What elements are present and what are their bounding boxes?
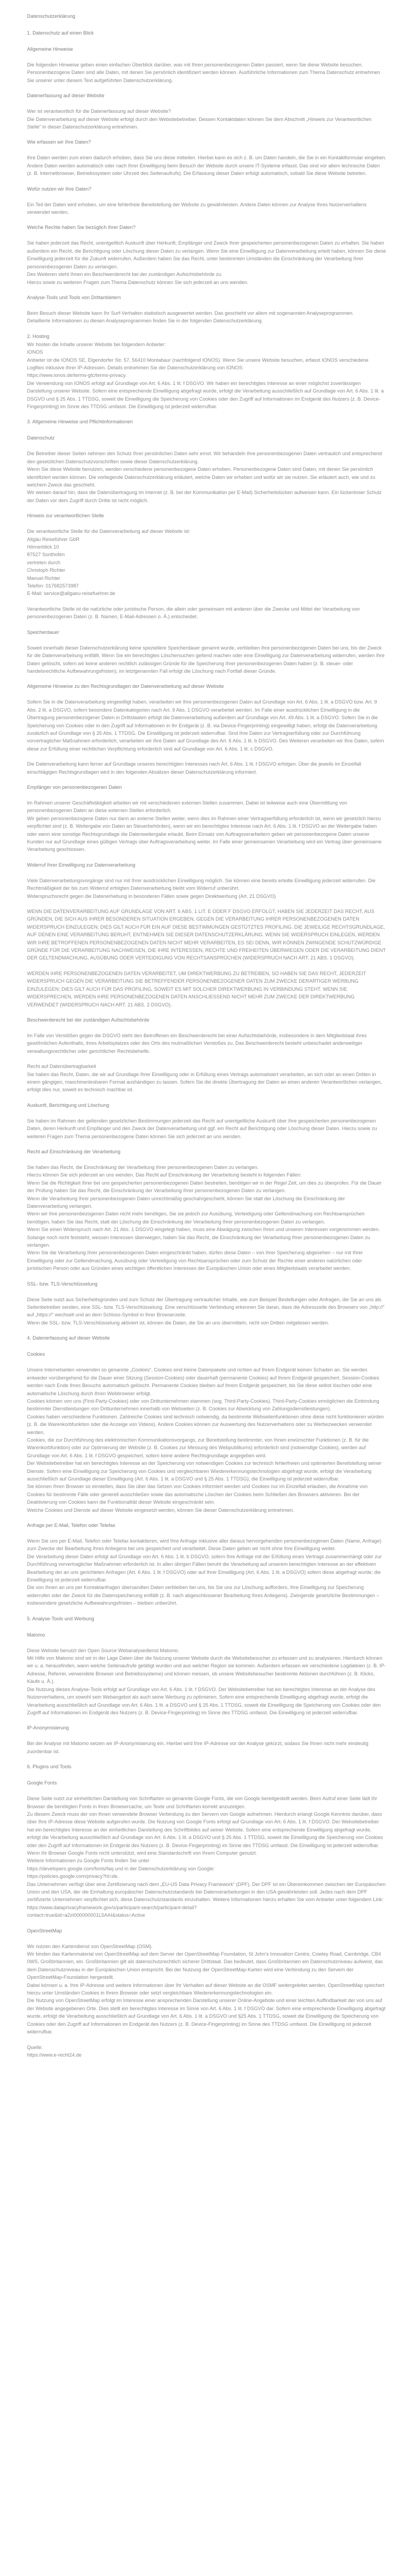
representative-name-1: Christoph Richter <box>27 567 65 573</box>
link-dpf-participant-search[interactable]: https://www.dataprivacyframework.gov/s/participant-search/participant-detail? <box>27 1904 197 1910</box>
section-heading-5: 5. Analyse-Tools und Werbung <box>27 1615 94 1621</box>
subheading-google-fonts: Google Fonts <box>27 1780 57 1786</box>
link-dpf-participant-query[interactable]: contact=true&id=a2zt000000001L5AAI&status=Active <box>27 1912 145 1918</box>
paragraph: Diese Seite nutzt zur einheitlichen Darstellung von Schriftarten so genannte Google Fonts, die von Google bereitgestellt werden. Beim Aufruf einer Seite lädt Ihr Browser die benötigten Fonts in ihren Browsercache, um Texte und Schriftarten korrekt anzuzeigen. <box>27 1796 378 1809</box>
subheading-hinweis-stelle: Hinweis zur verantwortlichen Stelle <box>27 513 104 519</box>
paragraph: Die folgenden Hinweise geben einen einfachen Überblick darüber, was mit Ihren personenbezogenen Daten passiert, wenn Sie diese Website besuchen. Personenbezogene Daten sind alle Daten, mit denen Sie persönlich identifiziert werden können. Ausführliche Informationen zum Thema Datenschutz entnehmen Sie unserer unter diesem Text aufgeführten Datenschutzerklärung. <box>27 62 380 83</box>
paragraph: Anbieter ist die IONOS SE, Elgendorfer Str. 57, 56410 Montabaur (nachfolgend IONOS). Wenn Sie unsere Website besuchen, erfasst IONOS verschiedene Logfiles inklusive Ihrer IP-Adressen. Details entnehmen Sie der Datenschutzerklärung von IONOS: <box>27 357 369 370</box>
paragraph: Wir hosten die Inhalte unserer Website bei folgendem Anbieter: <box>27 341 166 347</box>
responsible-party-block <box>27 528 386 598</box>
paragraph: Wir geben personenbezogene Daten nur dann an externe Stellen weiter, wenn dies im Rahmen einer Vertragserfüllung erforderlich ist, wenn wir gesetzlich hierzu verpflichtet sind (z. B. Weitergabe von Daten an Steuerbehörden), wenn wir ein berechtigtes Interesse nach Art. 6 Abs. 1 lit. f DSGVO an der Weitergabe haben oder wenn eine sonstige Rechtsgrundlage die Datenweitergabe erlaubt. Beim Einsatz von Auftragsverarbeitern geben wir personenbezogene Daten unserer Kunden nur auf Grundlage eines gültigen Vertrags über Auftragsverarbeitung weiter. Im Falle einer gemeinsamen Verarbeitung wird ein Vertrag über gemeinsame Verarbeitung geschlossen. <box>27 815 382 853</box>
subheading-speicherdauer: Speicherdauer <box>27 629 59 635</box>
paragraph: Des Weiteren steht Ihnen ein Beschwerderecht bei der zuständigen Aufsichtsbehörde zu. <box>27 272 223 278</box>
paragraph: Diese Seite nutzt aus Sicherheitsgründen und zum Schutz der Übertragung vertraulicher Inhalte, wie zum Beispiel Bestellungen oder Anfragen, die Sie an uns als Seitenbetreiber senden, eine SSL- bzw. TLS-Verschlüsselung. Eine verschlüsselte Verbindung erkennen Sie daran, dass die Adresszeile des Browsers von „http://“ auf „https://“ wechselt und an dem Schloss-Symbol in Ihrer Browserzeile. <box>27 1296 385 1318</box>
subheading-datenerfassung: Datenerfassung auf dieser Website <box>27 93 105 99</box>
paragraph: Die von Ihnen an uns per Kontaktanfragen übersandten Daten verbleiben bei uns, bis Sie uns zur Löschung auffordern, Ihre Einwilligung zur Speicherung widerrufen oder der Zweck für die Datenspeicherung entfällt (z. B. nach abgeschlossener Bearbeitung Ihres Anliegens). Zwingende gesetzliche Bestimmungen – insbesondere gesetzliche Aufbewahrungsfristen – bleiben unberührt. <box>27 1585 379 1606</box>
subheading-einschraenkung: Recht auf Einschränkung der Verarbeitung <box>27 1148 121 1154</box>
link-ionos-privacy[interactable]: https://www.ionos.de/terms-gtc/terms-privacy. <box>27 373 127 378</box>
paragraph: Wenn Sie die Verarbeitung Ihrer personenbezogenen Daten eingeschränkt haben, dürfen diese Daten – von ihrer Speicherung abgesehen – nur mit Ihrer Einwilligung oder zur Geltendmachung, Ausübung oder Verteidigung von Rechtsansprüchen oder zum Schutz der Rechte einer anderen natürlichen oder juristischen Person oder aus Gründen eines wichtigen öffentlichen Interesses der Europäischen Union oder eines Mitgliedstaats verarbeitet werden. <box>27 1250 363 1272</box>
paragraph: Welche Cookies und Dienste auf dieser Website eingesetzt werden, können Sie dieser Datenschutzerklärung entnehmen. <box>27 1507 295 1513</box>
paragraph: Unsere Internetseiten verwenden so genannte „Cookies“. Cookies sind kleine Datenpakete und richten auf Ihrem Endgerät keinen Schaden an. Sie werden entweder vorübergehend für die Dauer einer Sitzung (Session-Cookies) oder dauerhaft (permanente Cookies) auf Ihrem Endgerät gespeichert. Session-Cookies werden nach Ende Ihres Besuchs automatisch gelöscht. Permanente Cookies bleiben auf Ihrem Endgerät gespeichert, bis Sie diese selbst löschen oder eine automatische Löschung durch Ihren Webbrowser erfolgt. <box>27 1367 379 1396</box>
subheading-rechtsgrundlagen: Allgemeine Hinweise zu den Rechtsgrundlagen der Datenverarbeitung auf dieser Website <box>27 684 224 689</box>
paragraph: Dabei können u. a. Ihre IP-Adresse und weitere Informationen über Ihr Verhalten auf dieser Website an die OSMF weitergeleitet werden. OpenStreetMap speichert hierzu unter Umständen Cookies in Ihrem Browser oder setzt vergleichbare Wiedererkennungstechnologien ein. <box>27 1982 385 1996</box>
paragraph: Wir weisen darauf hin, dass die Datenübertragung im Internet (z. B. bei der Kommunikation per E-Mail) Sicherheitslücken aufweisen kann. Ein lückenloser Schutz der Daten vor dem Zugriff durch Dritte ist nicht möglich. <box>27 490 382 503</box>
section-heading-2: 2. Hosting <box>27 333 50 339</box>
paragraph: Die Datenverarbeitung auf dieser Website erfolgt durch den Websitebetreiber. Dessen Kontaktdaten können Sie dem Abschnitt „Hinweis zur Verantwortlichen Stelle“ in dieser Datenschutzerklärung entnehmen. <box>27 116 372 130</box>
company-name: Allgäu Reiseführer GbR <box>27 536 80 542</box>
subheading-analyse-tools: Analyse-Tools und Tools von Drittanbietern <box>27 294 121 300</box>
subheading-beschwerderecht: Beschwerderecht bei der zuständigen Aufsichtsbehörde <box>27 1017 149 1023</box>
subheading-wer-verantwortlich: Wer ist verantwortlich für die Datenerfassung auf dieser Website? <box>27 109 171 114</box>
paragraph: Wir binden das Kartenmaterial von OpenStreetMap auf dem Server der OpenStreetMap Foundation, St John's Innovation Centre, Cowley Road, Cambridge, CB4 0WS, Großbritannien, ein. Großbritannien gilt als datenschutzrechtlich sicherer Drittstaat. Das bedeutet, dass Großbritannien ein Datenschutzniveau aufweist, das dem Datenschutzniveau in der Europäischen Union entspricht. Bei der Nutzung der OpenStreetMap-Karten wird eine Verbindung zu den Servern der OpenStreetMap-Foundation hergestellt. <box>27 1951 383 1980</box>
subheading-welche-rechte: Welche Rechte haben Sie bezüglich Ihrer Daten? <box>27 225 136 231</box>
section-heading-3: 3. Allgemeine Hinweise und Pflichtinformationen <box>27 419 133 425</box>
paragraph: Cookies haben verschiedene Funktionen. Zahlreiche Cookies sind technisch notwendig, da bestimmte Webseitenfunktionen ohne diese nicht funktionieren würden (z. B. die Warenkorbfunktion oder die Anzeige von Videos). Andere Cookies können zur Auswertung des Nutzerverhaltens oder zu Werbezwecken verwendet werden. <box>27 1414 384 1435</box>
street-address: Hörnerblick 10 <box>27 544 59 550</box>
subheading-wofuer-nutzen: Wofür nutzen wir Ihre Daten? <box>27 186 92 192</box>
subheading-matomo: Matomo <box>27 1632 45 1638</box>
paragraph: Im Falle von Verstößen gegen die DSGVO steht den Betroffenen ein Beschwerderecht bei einer Aufsichtsbehörde, insbesondere in dem Mitgliedstaat ihres gewöhnlichen Aufenthalts, ihres Arbeitsplatzes oder des Orts des mutmaßlichen Verstoßes zu. Das Beschwerderecht besteht unbeschadet anderweitiger verwaltungsrechtlicher oder gerichtlicher Rechtsbehelfe. <box>27 1032 367 1054</box>
paragraph: Zu diesem Zweck muss der von Ihnen verwendete Browser Verbindung zu den Servern von Google aufnehmen. Hierdurch erlangt Google Kenntnis darüber, dass über Ihre IP-Adresse diese Website aufgerufen wurde. Die Nutzung von Google Fonts erfolgt auf Grundlage von Art. 6 Abs. 1 lit. f DSGVO. Der Websitebetreiber hat ein berechtigtes Interesse an der einheitlichen Darstellung des Schriftbildes auf seiner Website. Sofern eine entsprechende Einwilligung abgefragt wurde, erfolgt die Verarbeitung ausschließlich auf Grundlage von Art. 6 Abs. 1 lit. a DSGVO und § 25 Abs. 1 TTDSG, soweit die Einwilligung die Speicherung von Cookies oder den Zugriff auf Informationen im Endgerät des Nutzers (z. B. Device-Fingerprinting) im Sinne des TTDSG umfasst. Die Einwilligung ist jederzeit widerrufbar. <box>27 1811 383 1848</box>
paragraph: Cookies können von uns (First-Party-Cookies) oder von Drittunternehmen stammen (sog. Third-Party-Cookies). Third-Party-Cookies ermöglichen die Einbindung bestimmter Dienstleistungen von Drittunternehmen innerhalb von Webseiten (z. B. Cookies zur Abwicklung von Zahlungsdienstleistungen). <box>27 1398 379 1412</box>
paragraph: Die verantwortliche Stelle für die Datenverarbeitung auf dieser Website ist: <box>27 529 190 535</box>
subheading-auskunft: Auskunft, Berichtigung und Löschung <box>27 1102 110 1108</box>
paragraph: Sie können Ihren Browser so einstellen, dass Sie über das Setzen von Cookies informiert werden und Cookies nur im Einzelfall erlauben, die Annahme von Cookies für bestimmte Fälle oder generell ausschließen sowie das automatische Löschen der Cookies beim Schließen des Browsers aktivieren. Bei der Deaktivierung von Cookies kann die Funktionalität dieser Website eingeschränkt sein. <box>27 1484 368 1505</box>
paragraph: Sie haben jederzeit das Recht, unentgeltlich Auskunft über Herkunft, Empfänger und Zweck Ihrer gespeicherten personenbezogenen Daten zu erhalten. Sie haben außerdem ein Recht, die Berichtigung oder Löschung dieser Daten zu verlangen. Wenn Sie eine Einwilligung zur Datenverarbeitung erteilt haben, können Sie diese Einwilligung jederzeit für die Zukunft widerrufen. Außerdem haben Sie das Recht, unter bestimmten Umständen die Einschränkung der Verarbeitung Ihrer personenbezogenen Daten zu verlangen. <box>27 240 386 269</box>
paragraph: Wir nutzen den Kartendienst von OpenStreetMap (OSM). <box>27 1943 153 1949</box>
subheading-anfrage: Anfrage per E-Mail, Telefon oder Telefax <box>27 1523 115 1528</box>
paragraph: Sie haben das Recht, Daten, die wir auf Grundlage Ihrer Einwilligung oder in Erfüllung eines Vertrags automatisiert verarbeiten, an sich oder an einen Dritten in einem gängigen, maschinenlesbaren Format aushändigen zu lassen. Sofern Sie die direkte Übertragung der Daten an einen anderen Verantwortlichen verlangen, erfolgt dies nur, soweit es technisch machbar ist. <box>27 1071 382 1093</box>
paragraph-uppercase-direct-marketing: WERDEN IHRE PERSONENBEZOGENEN DATEN VERARBEITET, UM DIREKTWERBUNG ZU BETREIBEN, SO HABEN SIE DAS RECHT, JEDERZEIT WIDERSPRUCH GEGEN DIE VERARBEITUNG SIE BETREFFENDER PERSONENBEZOGENER DATEN ZUM ZWECKE DERARTIGER WERBUNG EINZULEGEN; DIES GILT AUCH FÜR DAS PROFILING, SOWEIT ES MIT SOLCHER DIREKTWERBUNG IN VERBINDUNG STEHT. WENN SIE WIDERSPRECHEN, WERDEN IHRE PERSONENBEZOGENEN DATEN ANSCHLIESSEND NICHT MEHR ZUM ZWECKE DER DIREKTWERBUNG VERWENDET (WIDERSPRUCH NACH ART. 21 ABS. 2 DSGVO). <box>27 970 366 1008</box>
paragraph: Detaillierte Informationen zu diesen Analyseprogrammen finden Sie in der folgenden Datenschutzerklärung. <box>27 318 263 324</box>
subheading-widerruf: Widerruf Ihrer Einwilligung zur Datenverarbeitung <box>27 862 135 868</box>
subheading-openstreetmap: OpenStreetMap <box>27 1928 62 1933</box>
page-title: Datenschutzerklärung <box>27 13 76 19</box>
paragraph: Das Unternehmen verfügt über eine Zertifizierung nach dem „EU-US Data Privacy Framework“ (DPF). Der DPF ist ein Übereinkommen zwischen der Europäischen Union und den USA, der die Einhaltung europäischer Datenschutzstandards bei Datenverarbeitungen in den USA gewährleisten soll. Jedes nach dem DPF zertifizierte Unternehmen verpflichtet sich, diese Datenschutzstandards einzuhalten. Weitere Informationen hierzu erhalten Sie vom Anbieter unter folgendem Link: <box>27 1881 386 1903</box>
section-heading-6: 6. Plugins und Tools <box>27 1764 72 1770</box>
phone-number: Telefon: 017682573987 <box>27 583 79 589</box>
paragraph: Die Nutzung von OpenStreetMap erfolgt im Interesse einer ansprechenden Darstellung unserer Online-Angebote und einer leichten Auffindbarkeit der von uns auf der Website angegebenen Orte. Dies stellt ein berechtigtes Interesse im Sinne von Art. 6 Abs. 1 lit. f DSGVO dar. Sofern eine entsprechende Einwilligung abgefragt wurde, erfolgt die Verarbeitung ausschließlich auf Grundlage von Art. 6 Abs. 1 lit. a DSGVO und §25 Abs. 1 TTDSG, soweit die Einwilligung die Speicherung von Cookies oder den Zugriff auf Informationen im Endgerät des Nutzers (z. B. Device-Fingerprinting) im Sinne des TTDSG umfasst. Die Einwilligung ist jederzeit widerrufbar. <box>27 1998 386 2035</box>
representative-name-2: Manuel Richter <box>27 575 60 581</box>
source-label: Quelle: <box>27 2044 43 2050</box>
paragraph: Wenn Sie einen Widerspruch nach Art. 21 Abs. 1 DSGVO eingelegt haben, muss eine Abwägung zwischen Ihren und unseren Interessen vorgenommen werden. Solange noch nicht feststeht, wessen Interessen überwiegen, haben Sie das Recht, die Einschränkung der Verarbeitung Ihrer personenbezogenen Daten zu verlangen. <box>27 1227 380 1248</box>
represented-by-label: vertreten durch <box>27 559 60 565</box>
paragraph: Diese Website benutzt den Open Source Webanalysedienst Matomo. <box>27 1647 180 1653</box>
paragraph: Wenn Sie uns per E-Mail, Telefon oder Telefax kontaktieren, wird Ihre Anfrage inklusive aller daraus hervorgehenden personenbezogenen Daten (Name, Anfrage) zum Zwecke der Bearbeitung Ihres Anliegens bei uns gespeichert und verarbeitet. Diese Daten geben wir nicht ohne Ihre Einwilligung weiter. <box>27 1538 381 1552</box>
paragraph: Sie haben das Recht, die Einschränkung der Verarbeitung Ihrer personenbezogenen Daten zu verlangen. <box>27 1164 259 1170</box>
paragraph: Sofern Sie in die Datenverarbeitung eingewilligt haben, verarbeiten wir Ihre personenbezogenen Daten auf Grundlage von Art. 6 Abs. 1 lit. a DSGVO bzw. Art. 9 Abs. 2 lit. a DSGVO, sofern besondere Datenkategorien nach Art. 9 Abs. 1 DSGVO verarbeitet werden. Im Falle einer ausdrücklichen Einwilligung in die Übertragung personenbezogener Daten in Drittstaaten erfolgt die Datenverarbeitung außerdem auf Grundlage von Art. 49 Abs. 1 lit. a DSGVO. Sofern Sie in die Speicherung von Cookies oder in den Zugriff auf Informationen in Ihr Endgerät (z. B. via Device-Fingerprinting) eingewilligt haben, erfolgt die Datenverarbeitung zusätzlich auf Grundlage von § 25 Abs. 1 TTDSG. Die Einwilligung ist jederzeit widerrufbar. Sind Ihre Daten zur Vertragserfüllung oder zur Durchführung vorvertraglicher Maßnahmen erforderlich, verarbeiten wir Ihre Daten auf Grundlage des Art. 6 Abs. 1 lit. b DSGVO. Des Weiteren verarbeiten wir Ihre Daten, sofern diese zur Erfüllung einer rechtlichen Verpflichtung erforderlich sind auf Grundlage von Art. 6 Abs. 1 lit. c DSGVO. <box>27 699 384 752</box>
paragraph: Die Betreiber dieser Seiten nehmen den Schutz Ihrer persönlichen Daten sehr ernst. Wir behandeln Ihre personenbezogenen Daten vertraulich und entsprechend den gesetzlichen Datenschutzvorschriften sowie dieser Datenschutzerklärung. <box>27 451 382 464</box>
paragraph: Mit Hilfe von Matomo sind wir in der Lage Daten über die Nutzung unserer Website durch die Websitebesucher zu erfassen und zu analysieren. Hierdurch können wir u. a. herausfinden, wann welche Seitenaufrufe getätigt wurden und aus welcher Region sie kommen. Außerdem erfassen wir verschiedene Logdateien (z. B. IP-Adresse, Referrer, verwendete Browser und Betriebssysteme) und können messen, ob unsere Websitebesucher bestimmte Aktionen durchführen (z. B. Klicks, Käufe u. Ä.). <box>27 1655 386 1685</box>
paragraph: Die Datenverarbeitung kann ferner auf Grundlage unseres berechtigten Interesses nach Art. 6 Abs. 1 lit. f DSGVO erfolgen. Über die jeweils im Einzelfall einschlägigen Rechtsgrundlagen wird in den folgenden Absätzen dieser Datenschutzerklärung informiert. <box>27 761 362 775</box>
section-heading-4: 4. Datenerfassung auf dieser Website <box>27 1335 110 1341</box>
link-google-privacy[interactable]: https://policies.google.com/privacy?hl=de. <box>27 1874 119 1879</box>
paragraph: Wenn wir Ihre personenbezogenen Daten nicht mehr benötigen, Sie sie jedoch zur Ausübung, Verteidigung oder Geltendmachung von Rechtsansprüchen benötigen, haben Sie das Recht, statt der Löschung die Einschränkung der Verarbeitung Ihrer personenbezogenen Daten zu verlangen. <box>27 1211 365 1225</box>
section-heading-1: 1. Datenschutz auf einen Blick <box>27 30 94 36</box>
paragraph: Die Verarbeitung dieser Daten erfolgt auf Grundlage von Art. 6 Abs. 1 lit. b DSGVO, sofern Ihre Anfrage mit der Erfüllung eines Vertrags zusammenhängt oder zur Durchführung vorvertraglicher Maßnahmen erforderlich ist. In allen übrigen Fällen beruht die Verarbeitung auf unserem berechtigten Interesse an der effektiven Bearbeitung der an uns gerichteten Anfragen (Art. 6 Abs. 1 lit. f DSGVO) oder auf Ihrer Einwilligung (Art. 6 Abs. 1 lit. a DSGVO) sofern diese abgefragt wurde; die Einwilligung ist jederzeit widerrufbar. <box>27 1553 382 1583</box>
paragraph: Wenn die SSL- bzw. TLS-Verschlüsselung aktiviert ist, können die Daten, die Sie an uns übermitteln, nicht von Dritten mitgelesen werden. <box>27 1320 329 1326</box>
paragraph: Hierzu können Sie sich jederzeit an uns wenden. Das Recht auf Einschränkung der Verarbeitung besteht in folgenden Fällen: <box>27 1172 302 1178</box>
city-address: 87527 Sonthofen <box>27 552 65 558</box>
paragraph: Der Websitebetreiber hat ein berechtigtes Interesse an der Speicherung von notwendigen Cookies zur technisch fehlerfreien und optimierten Bereitstellung seiner Dienste. Sofern eine Einwilligung zur Speicherung von Cookies und vergleichbaren Wiedererkennungstechnologien abgefragt wurde, erfolgt die Verarbeitung ausschließlich auf Grundlage dieser Einwilligung (Art. 6 Abs. 1 lit. a DSGVO und § 25 Abs. 1 TTDSG); die Einwilligung ist jederzeit widerrufbar. <box>27 1461 382 1482</box>
paragraph: Wenn Sie diese Website benutzen, werden verschiedene personenbezogene Daten erhoben. Personenbezogene Daten sind Daten, mit denen Sie persönlich identifiziert werden können. Die vorliegende Datenschutzerklärung erläutert, welche Daten wir erheben und wofür wir sie nutzen. Sie erläutert auch, wie und zu welchem Zweck das geschieht. <box>27 466 376 488</box>
paragraph: Weitere Informationen zu Google Fonts finden Sie unter <box>27 1858 150 1864</box>
subheading-widerspruchsrecht: Widerspruchsrecht gegen die Datenerhebung in besonderen Fällen sowie gegen Direktwerbung (Art. 21 DSGVO) <box>27 893 276 899</box>
paragraph: Beim Besuch dieser Website kann Ihr Surf-Verhalten statistisch ausgewertet werden. Das geschieht vor allem mit sogenannten Analyseprogrammen. <box>27 310 354 316</box>
paragraph: Sie haben im Rahmen der geltenden gesetzlichen Bestimmungen jederzeit das Recht auf unentgeltliche Auskunft über Ihre gespeicherten personenbezogenen Daten, deren Herkunft und Empfänger und den Zweck der Datenverarbeitung und ggf. ein Recht auf Berichtigung oder Löschung dieser Daten. Hierzu sowie zu weiteren Fragen zum Thema personenbezogene Daten können Sie sich jederzeit an uns wenden. <box>27 1118 377 1139</box>
paragraph: Verantwortliche Stelle ist die natürliche oder juristische Person, die allein oder gemeinsam mit anderen über die Zwecke und Mittel der Verarbeitung von personenbezogenen Daten (z. B. Namen, E-Mail-Adressen o. Ä.) entscheidet. <box>27 606 360 620</box>
paragraph: Wenn die Verarbeitung Ihrer personenbezogenen Daten unrechtmäßig geschah/geschieht, können Sie statt der Löschung die Einschränkung der Datenverarbeitung verlangen. <box>27 1195 345 1209</box>
subheading-datenuebertragbarkeit: Recht auf Datenübertragbarkeit <box>27 1064 97 1070</box>
subheading-ionos: IONOS <box>27 349 43 355</box>
email-address[interactable]: E-Mail: service@allgaeu-reisefuehrer.de <box>27 591 115 597</box>
paragraph: Die Nutzung dieses Analyse-Tools erfolgt auf Grundlage von Art. 6 Abs. 1 lit. f DSGVO. Der Websitebetreiber hat ein berechtigtes Interesse an der Analyse des Nutzerverhaltens, um sowohl sein Webangebot als auch seine Werbung zu optimieren. Sofern eine entsprechende Einwilligung abgefragt wurde, erfolgt die Verarbeitung ausschließlich auf Grundlage von Art. 6 Abs. 1 lit. a DSGVO und § 25 Abs. 1 TTDSG, soweit die Einwilligung die Speicherung von Cookies oder den Zugriff auf Informationen im Endgerät des Nutzers (z. B. Device-Fingerprinting) im Sinne des TTDSG umfasst. Die Einwilligung ist jederzeit widerrufbar. <box>27 1686 381 1715</box>
paragraph: Wenn Ihr Browser Google Fonts nicht unterstützt, wird eine Standardschrift von Ihrem Computer genutzt. <box>27 1850 257 1856</box>
paragraph: Im Rahmen unserer Geschäftstätigkeit arbeiten wir mit verschiedenen externen Stellen zusammen. Dabei ist teilweise auch eine Übermittlung von personenbezogenen Daten an diese externen Stellen erforderlich. <box>27 800 347 814</box>
paragraph: Hierzu sowie zu weiteren Fragen zum Thema Datenschutz können Sie sich jederzeit an uns wenden. <box>27 279 249 285</box>
subheading-empfaenger: Empfänger von personenbezogenen Daten <box>27 784 122 790</box>
subheading-cookies: Cookies <box>27 1351 45 1357</box>
paragraph: Ein Teil der Daten wird erhoben, um eine fehlerfreie Bereitstellung der Website zu gewährleisten. Andere Daten können zur Analyse Ihres Nutzerverhaltens verwendet werden. <box>27 201 367 215</box>
link-google-fonts-faq[interactable]: https://developers.google.com/fonts/faq und in der Datenschutzerklärung von Google: <box>27 1865 215 1871</box>
paragraph: Die Verwendung von IONOS erfolgt auf Grundlage von Art. 6 Abs. 1 lit. f DSGVO. Wir haben ein berechtigtes Interesse an einer möglichst zuverlässigen Darstellung unserer Website. Sofern eine entsprechende Einwilligung abgefragt wurde, erfolgt die Verarbeitung ausschließlich auf Grundlage von Art. 6 Abs. 1 lit. a DSGVO und § 25 Abs. 1 TTDSG, soweit die Einwilligung die Speicherung von Cookies oder den Zugriff auf Informationen im Endgerät des Nutzers (z. B. Device-Fingerprinting) im Sinne des TTDSG umfasst. Die Einwilligung ist jederzeit widerrufbar. <box>27 380 384 409</box>
paragraph: Bei der Analyse mit Matomo setzen wir IP-Anonymisierung ein. Hierbei wird Ihre IP-Adresse vor der Analyse gekürzt, sodass Sie Ihnen nicht mehr eindeutig zuordenbar ist. <box>27 1741 369 1754</box>
paragraph: Soweit innerhalb dieser Datenschutzerklärung keine speziellere Speicherdauer genannt wurde, verbleiben Ihre personenbezogenen Daten bei uns, bis der Zweck für die Datenverarbeitung entfällt. Wenn Sie ein berechtigtes Löschersuchen geltend machen oder eine Einwilligung zur Datenverarbeitung widerrufen, werden Ihre Daten gelöscht, sofern wir keine anderen rechtlich zulässigen Gründe für die Speicherung Ihrer personenbezogenen Daten haben (z. B. steuer- oder handelsrechtliche Aufbewahrungsfristen); im letztgenannten Fall erfolgt die Löschung nach Fortfall dieser Gründe. <box>27 645 385 674</box>
paragraph: Ihre Daten werden zum einen dadurch erhoben, dass Sie uns diese mitteilen. Hierbei kann es sich z. B. um Daten handeln, die Sie in ein Kontaktformular eingeben. <box>27 155 386 161</box>
paragraph: Wenn Sie die Richtigkeit Ihrer bei uns gespeicherten personenbezogenen Daten bestreiten, benötigen wir in der Regel Zeit, um dies zu überprüfen. Für die Dauer der Prüfung haben Sie das Recht, die Einschränkung der Verarbeitung Ihrer personenbezogenen Daten zu verlangen. <box>27 1180 382 1194</box>
subheading-ssl-tls: SSL- bzw. TLS-Verschlüsselung <box>27 1281 98 1287</box>
subheading-allgemeine-hinweise: Allgemeine Hinweise <box>27 46 73 52</box>
paragraph: Cookies, die zur Durchführung des elektronischen Kommunikationsvorgangs, zur Bereitstellung bestimmter, von Ihnen erwünschter Funktionen (z. B. für die Warenkorbfunktion) oder zur Optimierung der Website (z. B. Cookies zur Messung des Webpublikums) erforderlich sind (notwendige Cookies), werden auf Grundlage von Art. 6 Abs. 1 lit. f DSGVO gespeichert, sofern keine andere Rechtsgrundlage angegeben wird. <box>27 1437 369 1458</box>
subheading-datenschutz: Datenschutz <box>27 435 55 441</box>
source-attribution <box>27 2044 386 2059</box>
subheading-ip-anonymisierung: IP-Anonymisierung <box>27 1725 69 1731</box>
paragraph: Andere Daten werden automatisch oder nach Ihrer Einwilligung beim Besuch der Website durch unsere IT-Systeme erfasst. Das sind vor allem technische Daten (z. B. Internetbrowser, Betriebssystem oder Uhrzeit des Seitenaufrufs). Die Erfassung dieser Daten erfolgt automatisch, sobald Sie diese Website betreten. <box>27 163 380 177</box>
subheading-wie-erfassen: Wie erfassen wir Ihre Daten? <box>27 139 91 145</box>
paragraph: Viele Datenverarbeitungsvorgänge sind nur mit Ihrer ausdrücklichen Einwilligung möglich. Sie können eine bereits erteilte Einwilligung jederzeit widerrufen. Die Rechtmäßigkeit der bis zum Widerruf erfolgten Datenverarbeitung bleibt vom Widerruf unberührt. <box>27 877 376 891</box>
source-link[interactable]: https://www.e-recht24.de <box>27 2052 82 2058</box>
paragraph-uppercase-objection: WENN DIE DATENVERARBEITUNG AUF GRUNDLAGE VON ART. 6 ABS. 1 LIT. E ODER F DSGVO ERFOLGT, HABEN SIE JEDERZEIT DAS RECHT, AUS GRÜNDEN, DIE SICH AUS IHRER BESONDEREN SITUATION ERGEBEN, GEGEN DIE VERARBEITUNG IHRER PERSONENBEZOGENEN DATEN WIDERSPRUCH EINZULEGEN; DIES GILT AUCH FÜR EIN AUF DIESE BESTIMMUNGEN GESTÜTZTES PROFILING. DIE JEWEILIGE RECHTSGRUNDLAGE, AUF DENEN EINE VERARBEITUNG BERUHT, ENTNEHMEN SIE DIESER DATENSCHUTZERKLÄRUNG. WENN SIE WIDERSPRUCH EINLEGEN, WERDEN WIR IHRE BETROFFENEN PERSONENBEZOGENEN DATEN NICHT MEHR VERARBEITEN, ES SEI DENN, WIR KÖNNEN ZWINGENDE SCHUTZWÜRDIGE GRÜNDE FÜR DIE VERARBEITUNG NACHWEISEN, DIE IHRE INTERESSEN, RECHTE UND FREIHEITEN ÜBERWIEGEN ODER DIE VERARBEITUNG DIENT DER GELTENDMACHUNG, AUSÜBUNG ODER VERTEIDIGUNG VON RECHTSANSPRÜCHEN (WIDERSPRUCH NACH ART. 21 ABS. 1 DSGVO). <box>27 909 386 961</box>
